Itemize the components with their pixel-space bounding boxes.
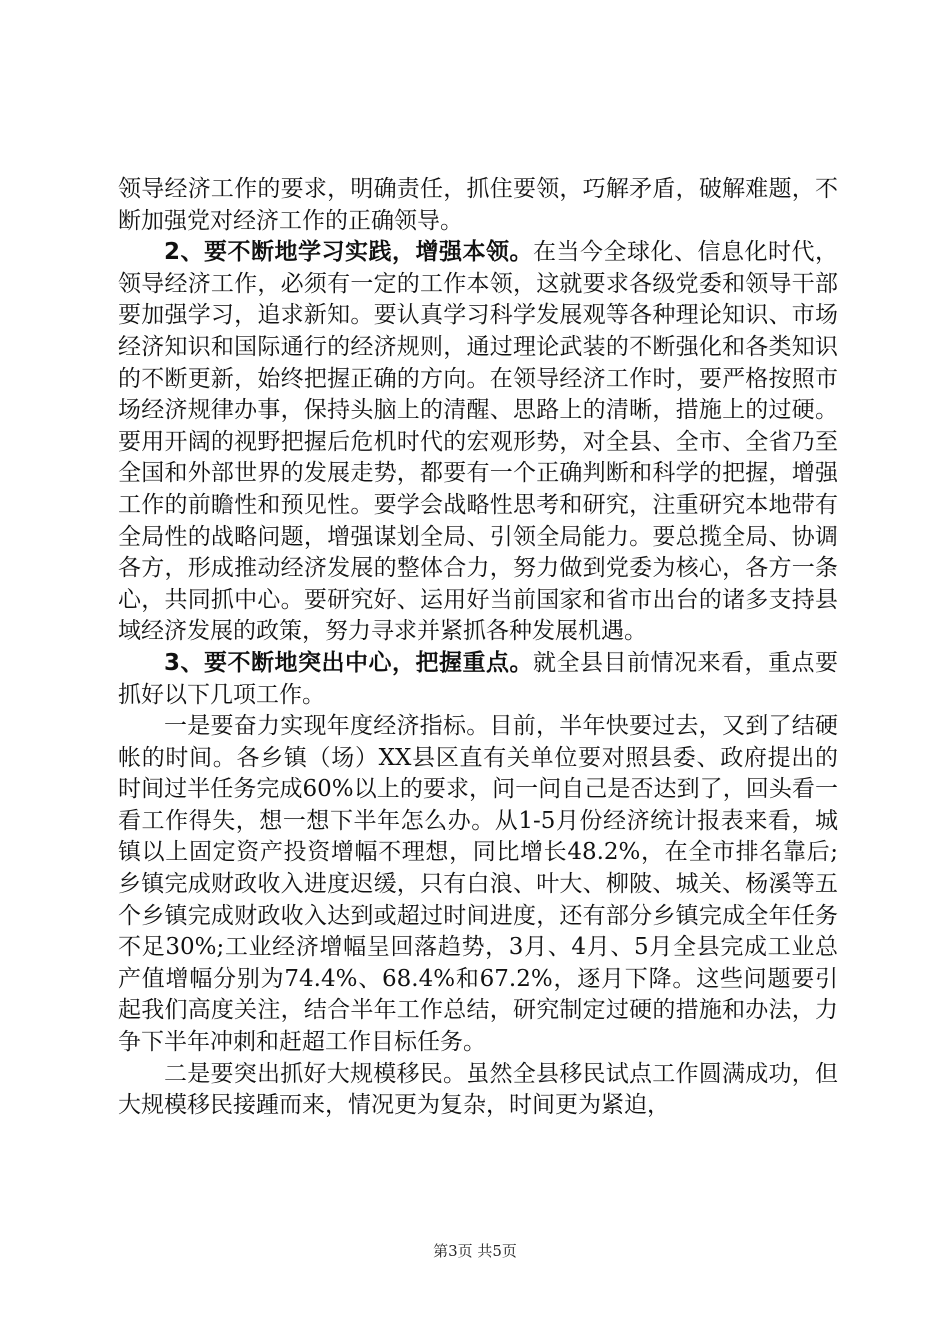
paragraph-2-text: 在当今全球化、信息化时代，领导经济工作，必须有一定的工作本领，这就要求各级党委和领导干部要加强学习，追求新知。要认真学习科学发展观等各种理论知识、市场经济知识和国际通行的经济规则，通过理论武装的不断强化和各类知识的不断更新，始终把握正确的方向。在领导经济工作时，要严格按照市场经济规律办事，保持头脑上的清醒、思路上的清晰，措施上的过硬。要用开阔的视野把握后危机时代的宏观形势，对全县、全市、全省乃至全国和外部世界的发展走势，都要有一个正确判断和科学的把握，增强工作的前瞻性和预见性。要学会战略性思考和研究，注重研究本地带有全局性的战略问题，增强谋划全局、引领全局能力。要总揽全局、协调各方，形成推动经济发展的整体合力，努力做到党委为核心，各方一条心，共同抓中心。要研究好、运用好当前国家和省市出台的诸多支持县域经济发展的政策，努力寻求并紧抓各种发展机遇。 bbox=[118, 239, 838, 645]
paragraph-3-lead: 3、要不断地突出中心，把握重点。 bbox=[164, 649, 533, 676]
page-footer: 第3页 共5页 bbox=[433, 1242, 517, 1260]
paragraph-5 bbox=[118, 1059, 838, 1122]
paragraph-2 bbox=[118, 237, 838, 648]
paragraph-1-text: 领导经济工作的要求，明确责任，抓住要领，巧解矛盾，破解难题，不断加强党对经济工作的正确领导。 bbox=[118, 176, 838, 234]
paragraph-3 bbox=[118, 648, 838, 711]
paragraph-5-text: 二是要突出抓好大规模移民。虽然全县移民试点工作圆满成功，但大规模移民接踵而来，情况更为复杂，时间更为紧迫， bbox=[118, 1060, 838, 1119]
paragraph-1 bbox=[118, 174, 838, 237]
document-body bbox=[118, 174, 838, 1122]
paragraph-2-lead: 2、要不断地学习实践，增强本领。 bbox=[164, 239, 533, 266]
paragraph-3-text: 就全县目前情况来看，重点要抓好以下几项工作。 bbox=[118, 649, 838, 708]
paragraph-4 bbox=[118, 711, 838, 1059]
paragraph-4-text: 一是要奋力实现年度经济指标。目前，半年快要过去，又到了结硬帐的时间。各乡镇（场）XX县区直有关单位要对照县委、政府提出的时间过半任务完成60%以上的要求，问一问自己是否达到了，回头看一看工作得失，想一想下半年怎么办。从1-5月份经济统计报表来看，城镇以上固定资产投资增幅不理想，同比增长48.2%，在全市排名靠后;乡镇完成财政收入进度迟缓，只有白浪、叶大、柳陂、城关、杨溪等五个乡镇完成财政收入达到或超过时间进度，还有部分乡镇完成全年任务不足30%;工业经济增幅呈回落趋势，3月、4月、5月全县完成工业总产值增幅分别为74.4%、68.4%和67.2%，逐月下降。这些问题要引起我们高度关注，结合半年工作总结，研究制定过硬的措施和办法，力争下半年冲刺和赶超工作目标任务。 bbox=[118, 713, 838, 1056]
